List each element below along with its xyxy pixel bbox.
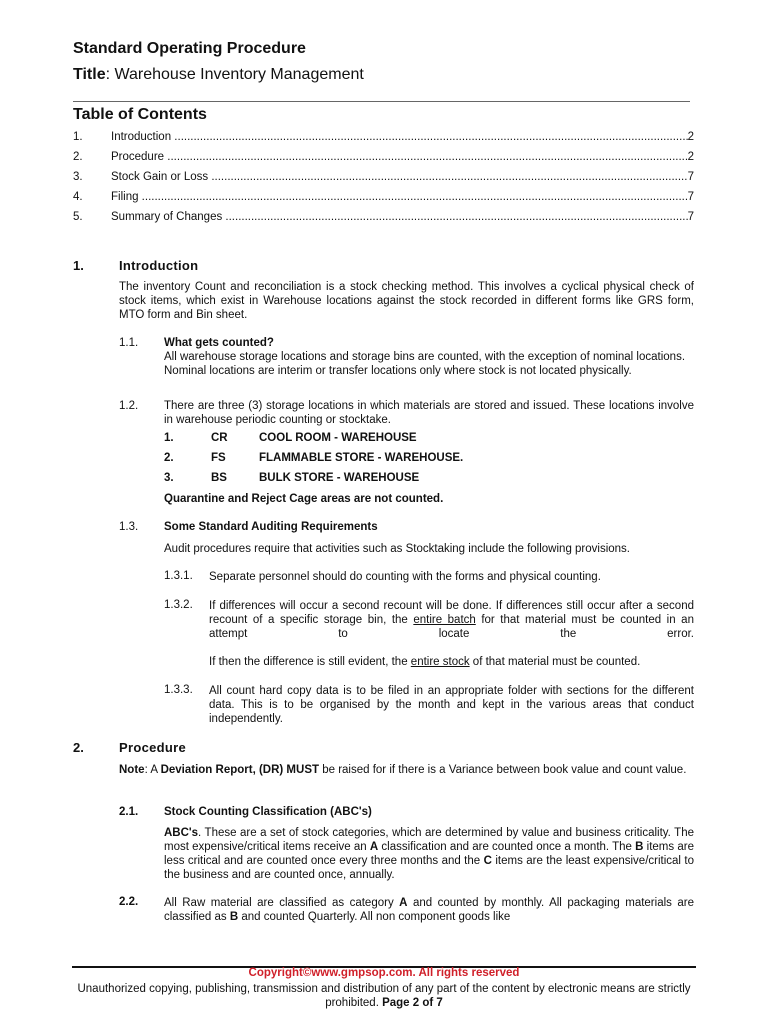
not-counted-note: Quarantine and Reject Cage areas are not counted. [164, 493, 444, 505]
toc-item[interactable] [73, 171, 694, 183]
subsection-number: 2.1. [119, 806, 139, 818]
text: If differences will occur a second recount will be done. If differences still occur after a second recount of a specific storage bin, the [209, 600, 694, 626]
page-number: Page 2 of 7 [382, 997, 443, 1009]
intro-paragraph: The inventory Count and reconciliation is a stock checking method. This involves a cyclical physical check of stock items, which exist in Warehouse locations against the stock recorded in different forms like GRS form, MTO form and Bin sheet. [119, 281, 694, 321]
paragraph [209, 599, 694, 641]
paragraph: All warehouse storage locations and storage bins are counted, with the exception of nominal locations. Nominal locations are interim or transfer locations only where stock is not located physically. [164, 351, 686, 377]
text: Deviation Report, (DR) MUST [160, 764, 320, 776]
subsection-title: What gets counted? [164, 337, 274, 349]
notice-text: Unauthorized copying, publishing, transmission and distribution of any part of the content by electronic means are strictly prohibited. [77, 983, 691, 1009]
text: for that material must be counted in an attempt to locate the error. [209, 614, 694, 640]
note-label: Note [119, 764, 145, 776]
subsection-number: 1.3. [119, 521, 139, 533]
toc-page: 7 [687, 211, 694, 223]
toc-label: Filing ..... [111, 191, 688, 203]
toc-page: 7 [687, 191, 694, 203]
subsection-number: 2.2. [119, 896, 139, 908]
toc-page: 2 [687, 131, 694, 143]
text: C [483, 855, 492, 867]
text: : A [144, 764, 161, 776]
toc-label: Summary of Changes ..... [111, 211, 688, 223]
text: . These are a set of stock categories, which are determined by value and business criticality. The most expensive/critical items receive an [164, 827, 694, 853]
toc-number: 2. [73, 151, 83, 163]
subsection-number: 1.3.3. [164, 684, 193, 696]
location-number: 1. [164, 432, 174, 444]
toc-item[interactable] [73, 191, 694, 203]
location-name: BULK STORE - WAREHOUSE [259, 472, 420, 484]
paragraph: There are three (3) storage locations in which materials are stored and issued. These locations involve in warehouse periodic counting or stocktake. [164, 400, 694, 426]
title-value: : Warehouse Inventory Management [105, 66, 364, 83]
toc-page: 7 [687, 171, 694, 183]
doc-type: Standard Operating Procedure [73, 40, 306, 57]
subsection-number: 1.1. [119, 337, 139, 349]
title-label: Title [73, 66, 106, 83]
toc-label: Stock Gain or Loss ..... [111, 171, 688, 183]
underlined-text: entire batch [413, 614, 476, 626]
location-code: CR [211, 432, 228, 444]
text: and counted by monthly. All packaging materials are classified as [164, 897, 694, 923]
text: ABC's [164, 827, 199, 839]
location-number: 3. [164, 472, 174, 484]
location-number: 2. [164, 452, 174, 464]
subsection-title: Stock Counting Classification (ABC's) [164, 806, 372, 818]
section-2-number: 2. [73, 740, 84, 755]
divider [73, 101, 690, 102]
toc-label: Introduction ..... [111, 131, 688, 143]
toc-heading: Table of Contents [73, 106, 207, 123]
section-1-title: Introduction [119, 258, 199, 273]
text: If then the difference is still evident, the [209, 656, 411, 668]
subsection-title: Some Standard Auditing Requirements [164, 521, 378, 533]
paragraph: Separate personnel should do counting with the forms and physical counting. [209, 571, 601, 583]
copyright: Copyright©www.gmpsop.com. All rights reserved [248, 967, 520, 979]
paragraph: Audit procedures require that activities such as Stocktaking include the following provisions. [164, 543, 630, 555]
doc-title [73, 66, 364, 84]
text: A [399, 897, 408, 909]
toc-label: Procedure ..... [111, 151, 688, 163]
underlined-text: entire stock [410, 656, 470, 668]
toc-number: 4. [73, 191, 83, 203]
subsection-number: 1.2. [119, 400, 139, 412]
text: and counted Quarterly. All non component goods like [238, 911, 511, 923]
text: B [229, 911, 239, 923]
text: A [369, 841, 379, 853]
text: classification and are counted once a month. The [378, 841, 636, 853]
toc-number: 3. [73, 171, 83, 183]
toc-item[interactable] [73, 211, 694, 223]
subsection-number: 1.3.1. [164, 570, 193, 582]
paragraph [164, 896, 694, 924]
section-1-number: 1. [73, 258, 84, 273]
toc-page: 2 [687, 151, 694, 163]
section-2-title: Procedure [119, 740, 187, 755]
text: be raised for if there is a Variance between book value and count value. [319, 764, 687, 776]
location-name: FLAMMABLE STORE - WAREHOUSE. [259, 452, 464, 464]
toc-item[interactable] [73, 131, 694, 143]
paragraph [209, 655, 694, 669]
toc-number: 5. [73, 211, 83, 223]
location-name: COOL ROOM - WAREHOUSE [259, 432, 417, 444]
location-code: FS [211, 452, 226, 464]
text: All Raw material are classified as category [164, 897, 400, 909]
paragraph [164, 826, 694, 882]
paragraph: All count hard copy data is to be filed in an appropriate folder with sections for the different data. This is to be organised by the month and kept in the various areas that conduct independently. [209, 685, 694, 725]
toc-number: 1. [73, 131, 83, 143]
text: B [635, 841, 644, 853]
toc-item[interactable] [73, 151, 694, 163]
location-code: BS [211, 472, 227, 484]
note-paragraph [119, 763, 694, 777]
text: of that material must be counted. [469, 656, 641, 668]
subsection-number: 1.3.2. [164, 599, 193, 611]
footer-notice [72, 982, 696, 1010]
text: items are less critical and are counted once every three months and the [164, 841, 694, 867]
text: items are the least expensive/critical to the business and are counted once, annually. [164, 855, 695, 881]
